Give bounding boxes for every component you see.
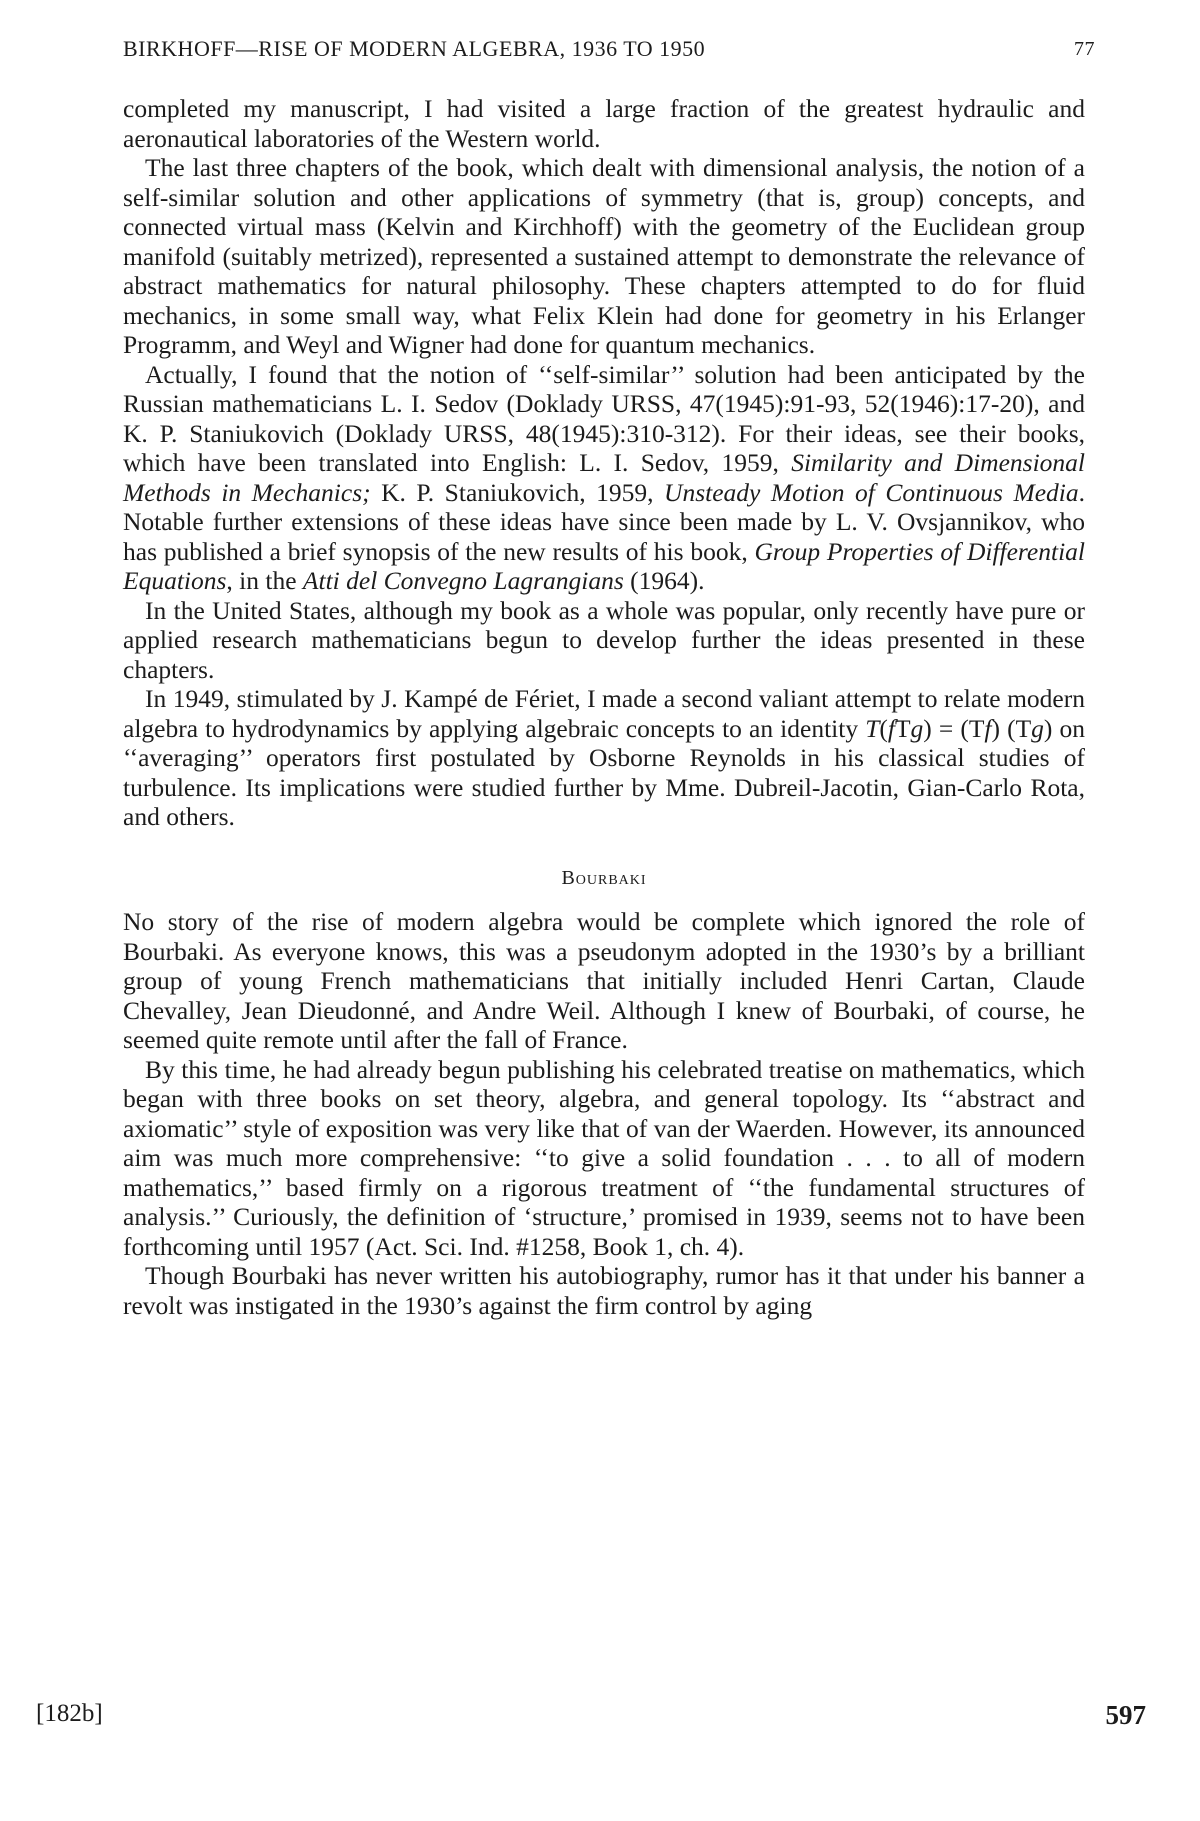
math-symbol: f [984,713,992,743]
book-title: Unsteady Motion of Continuous Media [664,477,1079,507]
paragraph-sedov [123,360,1085,596]
section-heading: Bourbaki [561,866,647,889]
paragraph: completed my manuscript, I had visited a large fraction of the greatest hydraulic and aeronautical laboratories of the Western world. [123,94,1085,153]
book-title: Group Properties of Differential Equations [123,536,1085,595]
running-title: BIRKHOFF—RISE OF MODERN ALGEBRA, 1936 TO 1950 [123,36,706,61]
proceedings-title: Atti del Convegno Lagrangians [302,566,624,595]
math-symbol: f [887,713,895,743]
paragraph: No story of the rise of modern algebra would be complete which ignored the role of Bourbaki. As everyone knows, this was a pseudonym adopted in the 1930’s by a brilliant group of young French mathematicians that initially included Henri Cartan, Claude Chevalley, Jean Dieudonné, and Andre Weil. Although I knew of Bourbaki, of course, he seemed quite remote until after the fall of France. [123,907,1085,1054]
text-run: , in the [226,566,303,595]
reference-code: [182b] [36,1700,103,1727]
page-number: 77 [1074,38,1095,60]
page-footer [36,1700,1146,1740]
paragraph: In the United States, although my book as a whole was popular, only recently have pure or applied research mathematicians begun to develop further the ideas presented in these chapters. [123,595,1085,684]
math-symbol: T [894,713,911,743]
math-symbol: T [865,713,880,743]
text-run: Actually, I found that the notion of ‘‘self-similar’’ solution had been anticipated by the Russian mathematicians L. I. Sedov (Doklady URSS, 47(1945):91-93, 52(1946):17-20), and K. P. Staniukovich (Doklady URSS, 48(1945):310-312). For their ideas, see their books, which have been translated into English: L. I. Sedov, 1959, [123,359,1085,477]
text-run: ) = (T [923,713,985,743]
math-symbol: g [1031,713,1044,743]
text-run: ) on ‘‘averaging’’ operators first postulated by Osborne Reynolds in his classical studies of turbulence. Its implications were studied further by Mme. Dubreil-Jacotin, Gian-Carlo Rota, and others. [123,713,1086,831]
paragraph: By this time, he had already begun publishing his celebrated treatise on mathematics, which began with three books on set theory, algebra, and general topology. Its ‘‘abstract and axiomatic’’ style of exposition was very like that of van der Waerden. However, its announced aim was much more comprehensive: ‘‘to give a solid foundation . . . to all of modern mathematics,’’ based firmly on a rigorous treatment of ‘‘the fundamental structures of analysis.’’ Curiously, the definition of ‘structure,’ promised in 1939, seems not to have been forthcoming until 1957 (Act. Sci. Ind. #1258, Book 1, ch. 4). [123,1054,1085,1261]
book-title: Similarity and Dimensional Methods in Mechanics; [123,448,1085,507]
text-run: . Notable further extensions of these ideas have since been made by L. V. Ovsjannikov, who has published a brief synopsis of the new results of his book, [123,477,1085,566]
text-run: K. P. Staniukovich, 1959, [370,477,665,507]
text-run: In 1949, stimulated by J. Kampé de Fériet, I made a second valiant attempt to relate modern algebra to hydrodynamics by applying algebraic concepts to an identity [123,684,1085,743]
body-text [123,94,1085,1320]
text-run: ) (T [991,713,1032,743]
folio-number: 597 [1105,1700,1146,1730]
paragraph: Though Bourbaki has never written his autobiography, rumor has it that under his banner a revolt was instigated in the 1930’s against the firm control by aging [123,1261,1085,1320]
paragraph: The last three chapters of the book, which dealt with dimensional analysis, the notion of a self-similar solution and other applications of symmetry (that is, group) concepts, and connected virtual mass (Kelvin and Kirchhoff) with the geometry of the Euclidean group manifold (suitably metrized), represented a sustained attempt to demonstrate the relevance of abstract mathematics for natural philosophy. These chapters attempted to do for fluid mechanics, in some small way, what Felix Klein had done for geometry in his Erlanger Programm, and Weyl and Wigner had done for quantum mechanics. [123,153,1085,359]
math-symbol: g [910,713,924,743]
text-run: ( [879,713,888,743]
text-run: (1964). [623,566,705,595]
running-header [123,28,1095,68]
paragraph-kampe [123,684,1085,832]
